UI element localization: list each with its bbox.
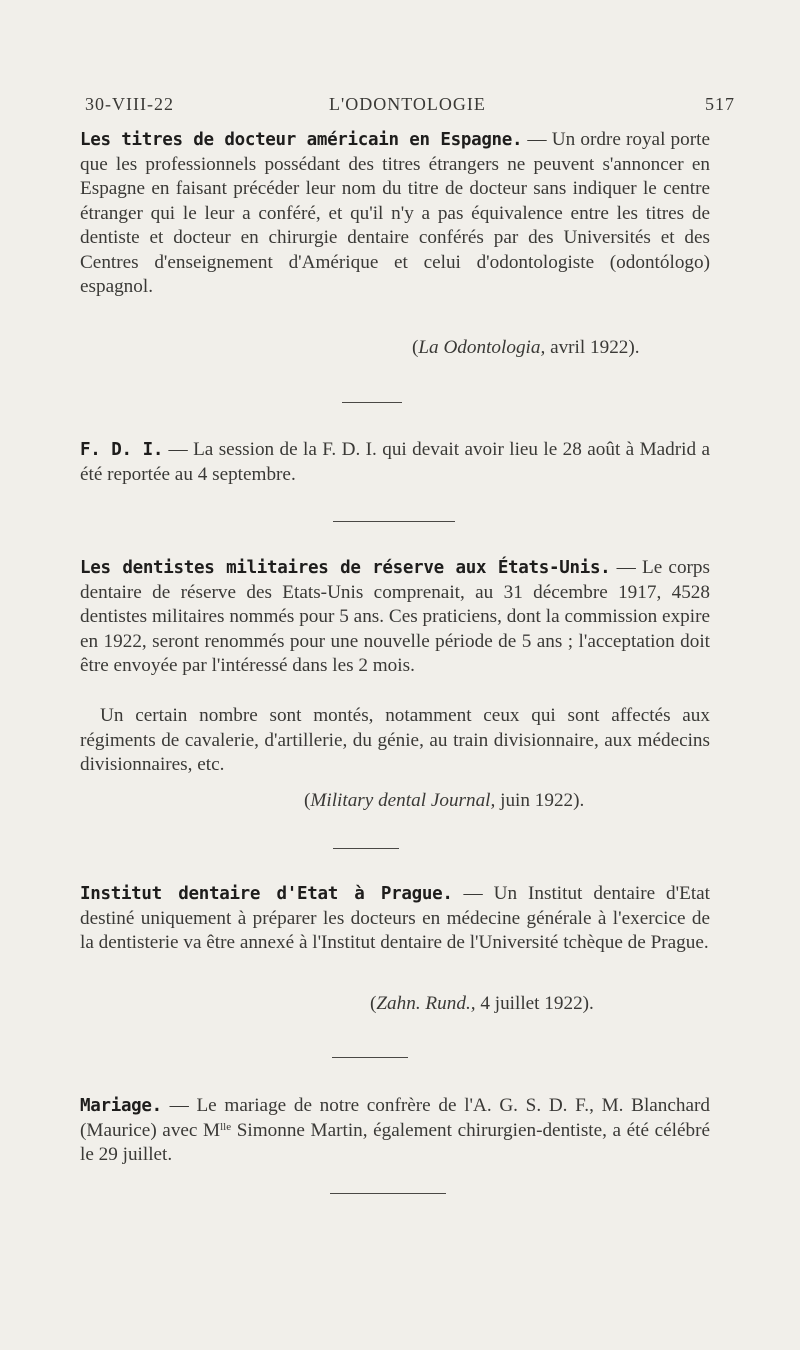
source-date: juin 1922).: [495, 790, 585, 811]
article-source: (La Odontologia, avril 1922).: [412, 337, 640, 358]
article-dentistes-militaires: [80, 556, 710, 679]
header-page-number: 517: [705, 94, 735, 114]
article-body: — Un Institut dentaire d'Etat destiné uniquement à préparer les docteurs en médecine générale à l'exercice de la dentisterie va être annexé à l'Institut dentaire de l'Université tchèque de Prague.: [80, 883, 710, 953]
header-date: 30-VIII-22: [85, 94, 174, 114]
article-title: Les dentistes militaires de réserve aux États-Unis.: [80, 558, 611, 578]
article-titres-docteur: [80, 128, 710, 300]
separator-rule: [330, 1193, 446, 1194]
separator-rule: [333, 848, 399, 849]
separator-rule: [342, 402, 402, 403]
article-body: — La session de la F. D. I. qui devait avoir lieu le 28 août à Madrid a été reportée au 4 septembre.: [80, 439, 710, 485]
source-title: La Odontologia,: [418, 337, 546, 358]
article-body: — Un ordre royal porte que les professionnels possédant des titres étrangers ne peuvent s'annoncer en Espagne en faisant précéder leur nom du titre de docteur sans indiquer le centre étranger qui le leur a conféré, et qu'il n'y a pas équivalence entre les titres de dentiste et docteur en chirurgie dentaire conférés par des Universités et des Centres d'enseignement d'Amérique et celui d'odontologiste (odontólogo) espagnol.: [80, 129, 710, 297]
article-body: — Le corps dentaire de réserve des Etats-Unis comprenait, au 31 décembre 1917, 4528 dentistes militaires nommés pour 5 ans. Ces praticiens, dont la commission expire en 1922, seront renommés pour une nouvelle période de 5 ans ; l'acceptation doit être envoyée par l'intéressé dans les 2 mois.: [80, 557, 710, 676]
superscript-lle: lle: [220, 1120, 232, 1133]
article-title: Institut dentaire d'Etat à Prague.: [80, 884, 453, 904]
article-body: — Le mariage de notre confrère de l'A. G. S. D. F., M. Blanchard (Maurice) avec M: [80, 1095, 710, 1141]
source-date: avril 1922).: [545, 337, 640, 358]
article-source: (Zahn. Rund., 4 juillet 1922).: [370, 993, 594, 1014]
separator-rule: [332, 1057, 408, 1058]
source-title: Zahn. Rund.,: [376, 993, 476, 1014]
header-journal-title: L'ODONTOLOGIE: [329, 94, 486, 114]
article-body-continued: Un certain nombre sont montés, notamment ceux qui sont affectés aux régiments de cavalerie, d'artillerie, du génie, au train divisionnaire, aux médecins divisionnaires, etc.: [80, 705, 710, 775]
article-title: F. D. I.: [80, 440, 164, 460]
running-header: [85, 94, 735, 124]
source-title: Military dental Journal,: [310, 790, 496, 811]
article-title: Les titres de docteur américain en Espagne.: [80, 130, 523, 150]
source-date: 4 juillet 1922).: [475, 993, 594, 1014]
article-institut-prague: [80, 882, 710, 956]
article-source: (Military dental Journal, juin 1922).: [304, 790, 585, 811]
article-mariage: [80, 1094, 710, 1168]
separator-rule: [333, 521, 455, 522]
article-body-end: Simonne Martin, également chirurgien-dentiste, a été célébré le 29 juillet.: [80, 1119, 710, 1165]
article-fdi: [80, 438, 710, 487]
article-title: Mariage.: [80, 1096, 162, 1116]
